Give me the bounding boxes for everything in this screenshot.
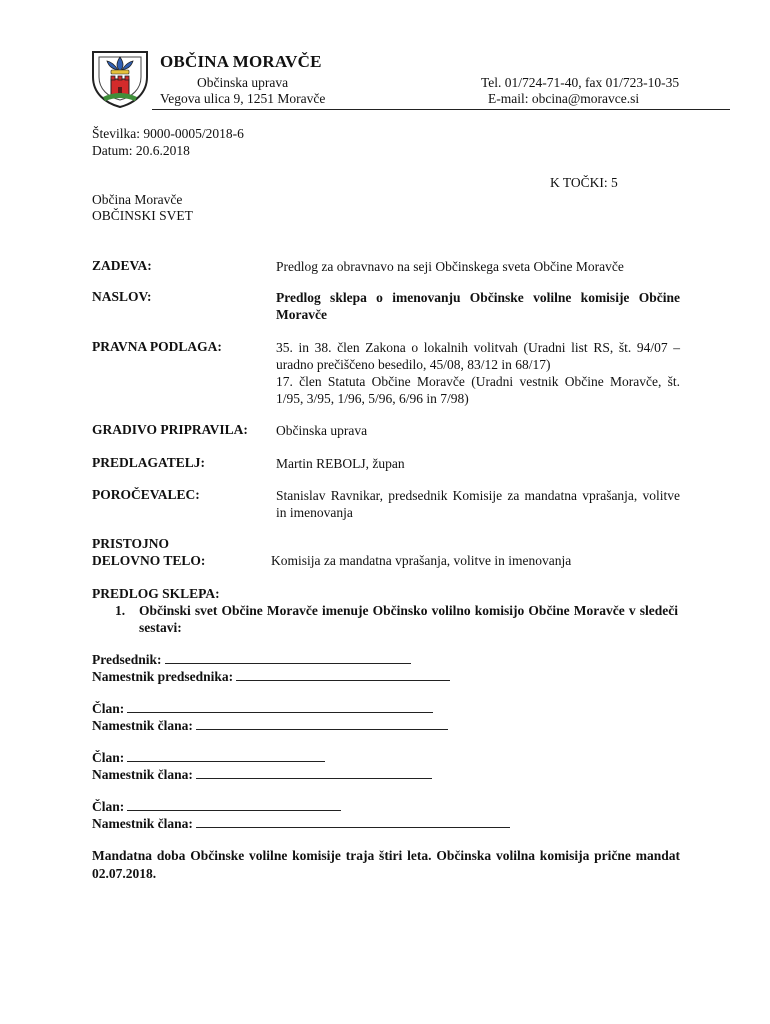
naslov-value: Predlog sklepa o imenovanju Občinske volilne komisije Občine Moravče — [276, 290, 680, 322]
namestnik-clana-3-line — [92, 815, 510, 832]
namestnik-clana-2-line — [92, 766, 432, 783]
naslov-label: NASLOV: — [92, 289, 152, 304]
clan-1-label: Član: — [92, 701, 125, 716]
gradivo-label: GRADIVO PRIPRAVILA: — [92, 422, 248, 437]
org-phone-fax: Tel. 01/724-71-40, fax 01/723-10-35 — [481, 75, 680, 90]
pravna-podlaga-label: PRAVNA PODLAGA: — [92, 339, 222, 354]
clan-3-line — [92, 798, 341, 815]
proposal-item-text: Občinski svet Občine Moravče imenuje Občinsko volilno komisijo Občine Moravče v sledeči sestavi: — [139, 603, 678, 635]
proposal-item-number: 1. — [115, 603, 126, 618]
clan-2-label: Član: — [92, 750, 125, 765]
proposal-item — [115, 602, 678, 636]
pristojno-label-2: DELOVNO TELO: — [92, 553, 206, 568]
clan-2-blank — [127, 749, 325, 762]
predlagatelj-value: Martin REBOLJ, župan — [276, 456, 405, 471]
proposal-heading: PREDLOG SKLEPA: — [92, 586, 220, 601]
pravna-podlaga-value-1: 35. in 38. člen Zakona o lokalnih volitvah (Uradni list RS, št. 94/07 – uradno prečiščeno besedilo, 45/08, 83/12 in 68/17) — [276, 340, 680, 372]
porocevalec-value: Stanislav Ravnikar, predsednik Komisije za mandatna vprašanja, volitve in imenovanja — [276, 488, 680, 520]
org-name: OBČINA MORAVČE — [160, 52, 322, 71]
closing-paragraph: Mandatna doba Občinske volilne komisije traja štiri leta. Občinska volilna komisija prične mandat 02.07.2018. — [92, 848, 680, 881]
namestnik-clana-1-line — [92, 717, 448, 734]
document-number: Številka: 9000-0005/2018-6 — [92, 126, 244, 141]
namestnik-predsednika-blank — [236, 668, 450, 681]
municipal-crest-icon — [89, 49, 151, 109]
predsednik-label: Predsednik: — [92, 652, 162, 667]
recipient-line-2: OBČINSKI SVET — [92, 208, 193, 223]
porocevalec-label: POROČEVALEC: — [92, 487, 200, 502]
namestnik-clana-1-label: Namestnik člana: — [92, 718, 193, 733]
recipient-line-1: Občina Moravče — [92, 192, 183, 207]
org-department: Občinska uprava — [197, 75, 289, 90]
pristojno-label-1: PRISTOJNO — [92, 536, 170, 551]
clan-1-line — [92, 700, 433, 717]
predlagatelj-label: PREDLAGATELJ: — [92, 455, 206, 470]
pristojno-value: Komisija za mandatna vprašanja, volitve in imenovanja — [271, 553, 572, 568]
zadeva-value: Predlog za obravnavo na seji Občinskega sveta Občine Moravče — [276, 259, 624, 274]
org-address: Vegova ulica 9, 1251 Moravče — [160, 91, 326, 106]
namestnik-clana-2-label: Namestnik člana: — [92, 767, 193, 782]
clan-2-line — [92, 749, 325, 766]
pravna-podlaga-value-2: 17. člen Statuta Občine Moravče (Uradni vestnik Občine Moravče, št. 1/95, 3/95, 1/96, 5/96, 6/96 in 7/98) — [276, 374, 680, 406]
gradivo-value: Občinska uprava — [276, 423, 368, 438]
namestnik-predsednika-line — [92, 668, 450, 685]
header-divider — [152, 109, 730, 110]
clan-3-label: Član: — [92, 799, 125, 814]
predsednik-line — [92, 651, 411, 668]
namestnik-clana-3-blank — [196, 815, 510, 828]
zadeva-label: ZADEVA: — [92, 258, 152, 273]
agenda-point: K TOČKI: 5 — [550, 175, 618, 190]
clan-3-blank — [127, 798, 341, 811]
namestnik-predsednika-label: Namestnik predsednika: — [92, 669, 234, 684]
namestnik-clana-2-blank — [196, 766, 432, 779]
org-email: E-mail: obcina@moravce.si — [488, 91, 640, 106]
predsednik-blank — [165, 651, 411, 664]
clan-1-blank — [127, 700, 433, 713]
namestnik-clana-1-blank — [196, 717, 448, 730]
document-date: Datum: 20.6.2018 — [92, 143, 190, 158]
namestnik-clana-3-label: Namestnik člana: — [92, 816, 193, 831]
